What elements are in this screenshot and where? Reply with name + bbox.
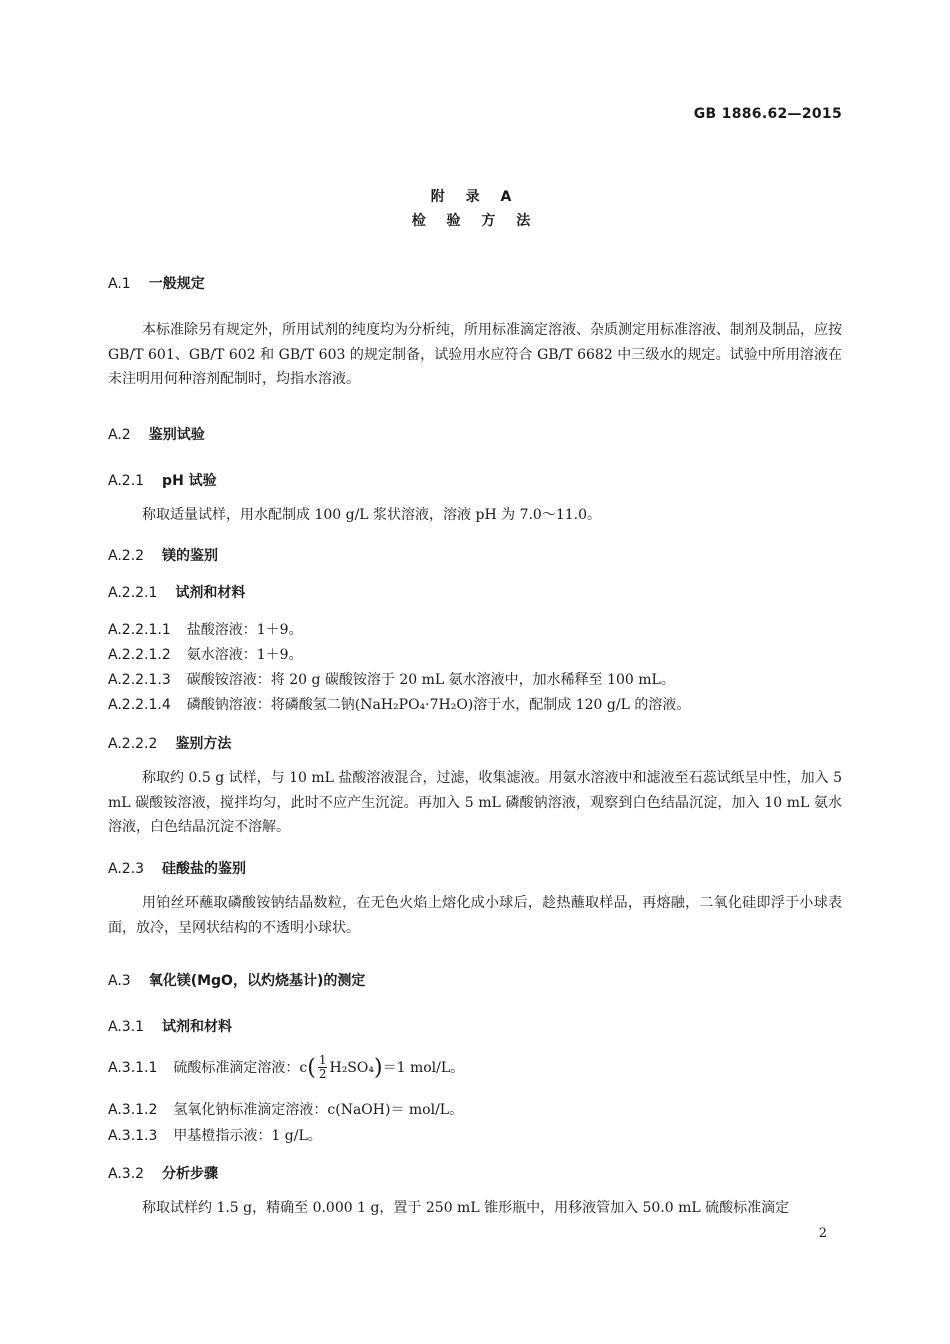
item-text: 硫酸标准滴定溶液：c( $\frac{1}{2}$ H₂SO₄)＝1 mol/L。 xyxy=(173,1053,465,1081)
section-title: 镁的鉴别 xyxy=(162,548,219,564)
section-a3-heading xyxy=(108,970,365,990)
section-number: A.2.2.2 xyxy=(108,736,158,752)
section-number: A.2.3 xyxy=(108,861,145,877)
annex-label: 附 录 A xyxy=(430,189,520,205)
section-title: 氧化镁(MgO，以灼烧基计)的测定 xyxy=(148,973,366,989)
item-number: A.2.2.1.1 xyxy=(108,622,171,638)
section-a222-paragraph: 称取约 0.5 g 试样，与 10 mL 盐酸溶液混合，过滤，收集滤液。用氨水溶液中和滤液至石蕊试纸呈中性，加入 5 mL 碳酸铵溶液，搅拌均匀，此时不应产生沉淀。再加入 5 mL 磷酸钠溶液，观察到白色结晶沉淀，加入 10 mL 氨水溶液，白色结晶沉淀不溶解。 xyxy=(108,770,842,835)
fraction-numerator: 1 xyxy=(318,1053,327,1067)
item-number: A.3.1.3 xyxy=(108,1128,158,1144)
item-text: 氢氧化钠标准滴定溶液：c(NaOH)＝ mol/L。 xyxy=(173,1102,464,1118)
section-a21-paragraph: 称取适量试样，用水配制成 100 g/L 浆状溶液，溶液 pH 为 7.0～11.0。 xyxy=(142,507,602,523)
list-item xyxy=(108,1099,463,1119)
list-item xyxy=(108,694,690,714)
section-number: A.2.2 xyxy=(108,548,145,564)
formula-suffix: ＝1 mol/L。 xyxy=(382,1059,465,1076)
section-title: 鉴别试验 xyxy=(148,427,205,443)
section-number: A.1 xyxy=(108,276,131,292)
section-a23-heading xyxy=(108,858,246,878)
item-text: 碳酸铵溶液：将 20 g 碳酸铵溶于 20 mL 氨水溶液中，加水稀释至 100 mL。 xyxy=(186,672,675,688)
section-a31-heading xyxy=(108,1016,232,1036)
item-number: A.2.2.1.3 xyxy=(108,672,171,688)
section-title: 硅酸盐的鉴别 xyxy=(162,861,247,877)
section-number: A.2.1 xyxy=(108,473,145,489)
list-item xyxy=(108,644,303,664)
list-item xyxy=(108,1054,464,1081)
chemical-formula: H₂SO₄ xyxy=(329,1059,374,1076)
section-number: A.2 xyxy=(108,427,131,443)
section-number: A.2.2.1 xyxy=(108,585,158,601)
item-text: 甲基橙指示液：1 g/L。 xyxy=(173,1128,322,1144)
page-number: 2 xyxy=(818,1226,827,1241)
annex-title: 检 验 方 法 xyxy=(411,213,539,229)
section-number: A.3.1 xyxy=(108,1019,145,1035)
list-item xyxy=(108,619,303,639)
section-title: 试剂和材料 xyxy=(175,585,246,601)
standard-code: GB 1886.62—2015 xyxy=(693,106,842,122)
item-number: A.3.1.1 xyxy=(108,1059,158,1076)
section-a1-heading xyxy=(108,273,205,293)
section-a1-paragraph: 本标准除另有规定外，所用试剂的纯度均为分析纯，所用标准滴定溶液、杂质测定用标准溶液、制剂及制品，应按 GB/T 601、GB/T 602 和 GB/T 603 的规定制备，试验用水应符合 GB/T 6682 中三级水的规定。试验中所用溶液在未注明用何种溶剂配制时，均指水溶液。 xyxy=(108,322,842,387)
section-a32-heading xyxy=(108,1163,218,1183)
formula-prefix: 硫酸标准滴定溶液：c xyxy=(173,1059,308,1076)
list-item xyxy=(108,669,675,689)
item-text: 氨水溶液：1＋9。 xyxy=(186,647,303,663)
section-title: 一般规定 xyxy=(148,276,205,292)
section-title: 分析步骤 xyxy=(162,1166,219,1182)
section-a21-heading xyxy=(108,470,217,490)
section-a22-heading xyxy=(108,545,218,565)
item-number: A.2.2.1.4 xyxy=(108,697,171,713)
item-text: 盐酸溶液：1＋9。 xyxy=(186,622,303,638)
section-title: 试剂和材料 xyxy=(162,1019,233,1035)
section-a32-paragraph: 称取试样约 1.5 g，精确至 0.000 1 g，置于 250 mL 锥形瓶中，用移液管加入 50.0 mL 硫酸标准滴定 xyxy=(142,1200,790,1216)
item-text: 磷酸钠溶液：将磷酸氢二钠(NaH₂PO₄·7H₂O)溶于水，配制成 120 g/L 的溶液。 xyxy=(186,697,691,713)
fraction xyxy=(318,1054,328,1081)
section-a222-heading xyxy=(108,733,231,753)
item-number: A.2.2.1.2 xyxy=(108,647,171,663)
section-number: A.3 xyxy=(108,973,131,989)
section-title: 鉴别方法 xyxy=(175,736,232,752)
section-title: pH 试验 xyxy=(162,473,217,489)
section-a23-paragraph: 用铂丝环蘸取磷酸铵钠结晶数粒，在无色火焰上熔化成小球后，趁热蘸取样品，再熔融，二氧化硅即浮于小球表面，放冷，呈网状结构的不透明小球状。 xyxy=(108,895,842,936)
section-a2-heading xyxy=(108,424,205,444)
item-number: A.3.1.2 xyxy=(108,1102,158,1118)
list-item xyxy=(108,1125,322,1145)
section-number: A.3.2 xyxy=(108,1166,145,1182)
fraction-denominator: 2 xyxy=(318,1067,327,1081)
section-a221-heading xyxy=(108,582,245,602)
